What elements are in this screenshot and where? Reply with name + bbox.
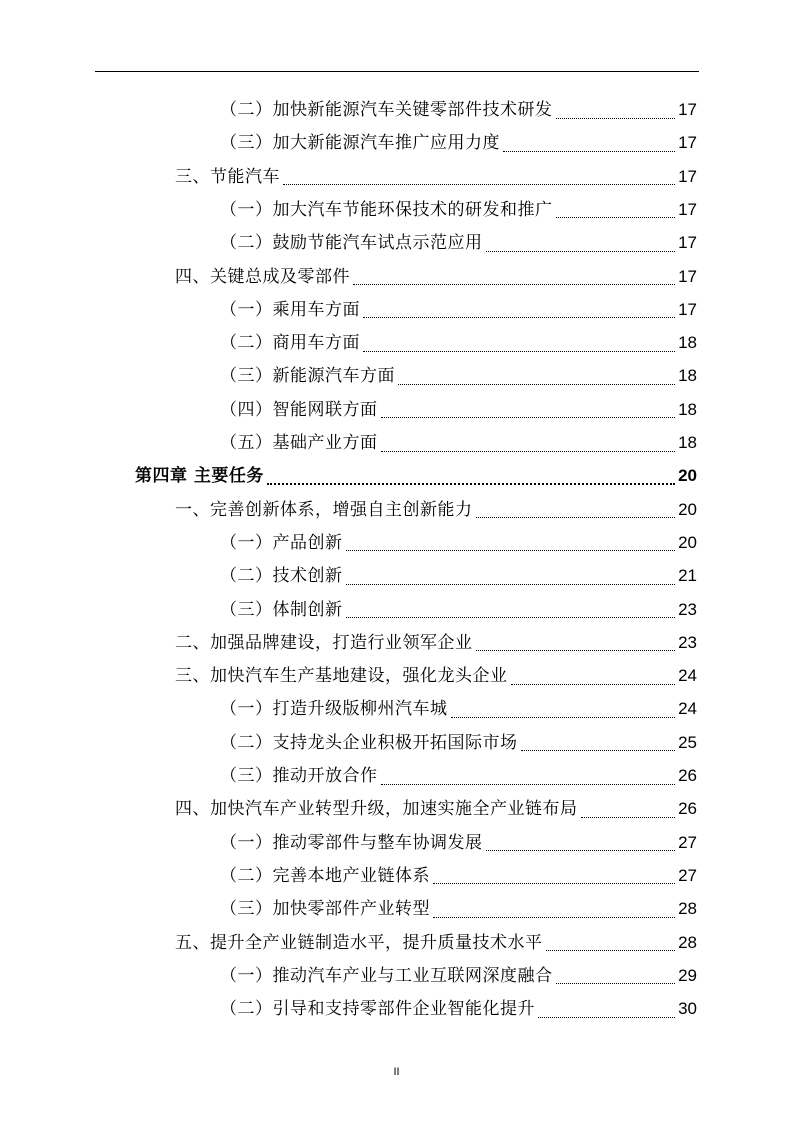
toc-dot-leader: [581, 817, 676, 818]
toc-dot-leader: [556, 118, 676, 119]
toc-entry-page: 18: [678, 333, 697, 353]
toc-entry-page: 23: [678, 599, 697, 619]
toc-dot-leader: [433, 917, 675, 918]
toc-entry-title: （三）新能源汽车方面: [220, 366, 395, 387]
toc-dot-leader: [511, 684, 676, 685]
toc-entry-page: 21: [678, 566, 697, 586]
toc-entry-title: （二）商用车方面: [220, 333, 360, 354]
toc-dot-leader: [503, 151, 675, 152]
toc-section-entry[interactable]: [175, 164, 697, 190]
toc-dot-leader: [486, 850, 676, 851]
toc-subsection-entry[interactable]: [220, 730, 697, 756]
toc-subsection-entry[interactable]: [220, 597, 697, 623]
toc-entry-page: 25: [678, 732, 697, 752]
toc-entry-page: 18: [678, 366, 697, 386]
toc-entry-title: （二）加快新能源汽车关键零部件技术研发: [220, 100, 553, 120]
toc-entry-title: 第四章 主要任务: [135, 466, 264, 487]
toc-dot-leader: [363, 351, 675, 352]
toc-entry-title: （五）基础产业方面: [220, 433, 378, 453]
toc-section-entry[interactable]: [175, 630, 697, 656]
toc-dot-leader: [546, 950, 676, 951]
toc-entry-title: （四）智能网联方面: [220, 399, 378, 420]
toc-section-entry[interactable]: [175, 930, 697, 956]
toc-dot-leader: [381, 417, 676, 418]
toc-subsection-entry[interactable]: [220, 896, 697, 922]
toc-dot-leader: [486, 251, 676, 252]
toc-entry-title: （一）打造升级版柳州汽车城: [220, 699, 448, 720]
toc-subsection-entry[interactable]: [220, 397, 697, 423]
toc-entry-title: 五、提升全产业链制造水平，提升质量技术水平: [175, 932, 543, 953]
toc-entry-title: 三、加快汽车生产基地建设，强化龙头企业: [175, 666, 508, 687]
toc-subsection-entry[interactable]: [220, 863, 697, 889]
toc-entry-page: 17: [678, 133, 697, 153]
toc-entry-title: 一、完善创新体系，增强自主创新能力: [175, 499, 473, 520]
toc-dot-leader: [538, 1017, 675, 1018]
toc-subsection-entry[interactable]: [220, 530, 697, 556]
footer-page-number: II: [393, 1066, 400, 1078]
toc-entry-title: （一）乘用车方面: [220, 299, 360, 320]
toc-subsection-entry[interactable]: [220, 996, 697, 1022]
toc-entry-page: 17: [678, 299, 697, 319]
toc-entry-title: （二）鼓励节能汽车试点示范应用: [220, 233, 483, 254]
toc-entry-page: 20: [678, 466, 697, 486]
toc-entry-page: 17: [678, 100, 697, 119]
toc-entry-title: 三、节能汽车: [175, 166, 280, 187]
toc-entry-page: 24: [678, 666, 697, 686]
toc-entry-title: （一）推动汽车产业与工业互联网深度融合: [220, 965, 553, 986]
toc-entry-title: （二）支持龙头企业积极开拓国际市场: [220, 732, 518, 753]
toc-entry-page: 17: [678, 266, 697, 286]
toc-dot-leader: [346, 584, 676, 585]
toc-subsection-entry[interactable]: [220, 696, 697, 722]
toc-entry-page: 24: [678, 699, 697, 719]
toc-entry-page: 28: [678, 899, 697, 919]
toc-subsection-entry[interactable]: [220, 763, 697, 789]
toc-section-entry[interactable]: [175, 264, 697, 290]
toc-entry-page: 27: [678, 865, 697, 885]
toc-dot-leader: [451, 717, 676, 718]
toc-entry-title: （三）推动开放合作: [220, 766, 378, 786]
toc-chapter-entry[interactable]: [135, 463, 697, 489]
toc-subsection-entry[interactable]: [220, 563, 697, 589]
toc-entry-title: （二）引导和支持零部件企业智能化提升: [220, 999, 535, 1020]
toc-subsection-entry[interactable]: [220, 430, 697, 456]
toc-entry-page: 23: [678, 632, 697, 652]
toc-dot-leader: [398, 384, 675, 385]
toc-dot-leader: [476, 517, 676, 518]
toc-entry-page: 20: [678, 532, 697, 552]
toc-entry-page: 17: [678, 199, 697, 219]
toc-subsection-entry[interactable]: [220, 363, 697, 389]
toc-entry-page: 17: [678, 166, 697, 186]
toc-dot-leader: [556, 217, 676, 218]
toc-dot-leader: [346, 550, 676, 551]
toc-entry-title: 四、加快汽车产业转型升级，加速实施全产业链布局: [175, 799, 578, 820]
toc-subsection-entry[interactable]: [220, 230, 697, 256]
toc-dot-leader: [521, 750, 676, 751]
header-rule: [95, 71, 699, 72]
toc-entry-title: （一）推动零部件与整车协调发展: [220, 832, 483, 853]
toc-section-entry[interactable]: [175, 663, 697, 689]
toc-entry-page: 30: [678, 999, 697, 1019]
toc-entry-title: （一）产品创新: [220, 532, 343, 553]
toc-entry-title: （三）加快零部件产业转型: [220, 899, 430, 920]
toc-subsection-entry[interactable]: [220, 830, 697, 856]
toc-dot-leader: [283, 184, 675, 185]
toc-dot-leader: [433, 883, 675, 884]
toc-dot-leader: [381, 784, 676, 785]
toc-subsection-entry[interactable]: [220, 963, 697, 989]
toc-dot-leader: [353, 284, 675, 285]
toc-entry-title: 二、加强品牌建设，打造行业领军企业: [175, 632, 473, 653]
toc-entry-page: 20: [678, 499, 697, 519]
toc-dot-leader: [346, 617, 676, 618]
toc-dot-leader: [556, 983, 676, 984]
toc-entry-title: （三）加大新能源汽车推广应用力度: [220, 133, 500, 154]
toc-subsection-entry[interactable]: [220, 97, 697, 123]
toc-dot-leader: [267, 483, 675, 485]
toc-entry-title: （二）完善本地产业链体系: [220, 865, 430, 886]
toc-entry-page: 29: [678, 965, 697, 985]
toc-subsection-entry[interactable]: [220, 297, 697, 323]
toc-entry-title: 四、关键总成及零部件: [175, 266, 350, 287]
toc-entry-page: 27: [678, 832, 697, 852]
toc-dot-leader: [381, 451, 676, 452]
toc-entry-page: 28: [678, 932, 697, 952]
toc-subsection-entry[interactable]: [220, 197, 697, 223]
toc-entry-page: 26: [678, 799, 697, 819]
toc-subsection-entry[interactable]: [220, 330, 697, 356]
toc-entry-title: （二）技术创新: [220, 566, 343, 587]
toc-entry-page: 18: [678, 399, 697, 419]
toc-entry-title: （三）体制创新: [220, 599, 343, 620]
toc-section-entry[interactable]: [175, 796, 697, 822]
toc-dot-leader: [363, 317, 675, 318]
toc-section-entry[interactable]: [175, 497, 697, 523]
toc-dot-leader: [476, 650, 676, 651]
toc-entry-page: 18: [678, 433, 697, 452]
toc-entry-page: 17: [678, 233, 697, 253]
toc-subsection-entry[interactable]: [220, 130, 697, 156]
toc-entry-title: （一）加大汽车节能环保技术的研发和推广: [220, 199, 553, 220]
toc-entry-page: 26: [678, 766, 697, 785]
